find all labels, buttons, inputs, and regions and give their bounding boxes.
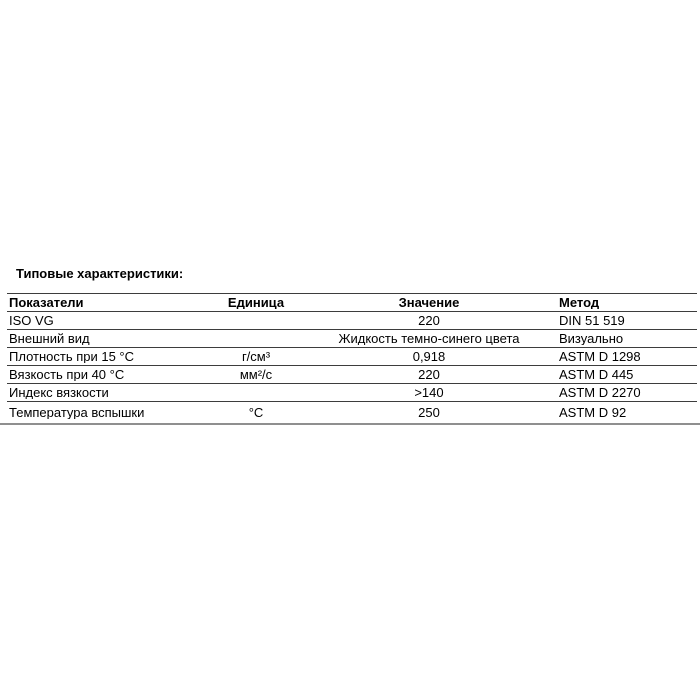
section-title: Типовые характеристики:	[16, 266, 184, 281]
section-divider-line	[0, 423, 700, 425]
indicator-cell: Температура вспышки	[9, 406, 145, 419]
indicator-cell: Индекс вязкости	[9, 386, 109, 399]
value-cell: 220	[418, 368, 440, 381]
column-header-method: Метод	[559, 296, 600, 309]
table-row	[7, 347, 697, 365]
value-cell: Жидкость темно-синего цвета	[338, 332, 520, 345]
indicator-cell: Плотность при 15 °C	[9, 350, 135, 363]
method-cell: ASTM D 1298	[559, 350, 641, 363]
column-header-value: Значение	[398, 296, 460, 309]
method-cell: DIN 51 519	[559, 314, 625, 327]
value-cell: 0,918	[412, 350, 446, 363]
indicator-cell: Внешний вид	[9, 332, 90, 345]
method-cell: ASTM D 445	[559, 368, 634, 381]
method-cell: ASTM D 2270	[559, 386, 641, 399]
indicator-cell: ISO VG	[9, 314, 54, 327]
method-cell: Визуально	[559, 332, 624, 345]
table-header-row	[7, 293, 697, 311]
table-row	[7, 311, 697, 329]
unit-cell: мм²/с	[239, 368, 273, 381]
table-row	[7, 383, 697, 401]
unit-cell: г/см³	[241, 350, 271, 363]
value-cell: 250	[418, 406, 440, 419]
unit-cell: °C	[248, 406, 264, 419]
table-row	[7, 329, 697, 347]
value-cell: 220	[418, 314, 440, 327]
indicator-cell: Вязкость при 40 °C	[9, 368, 125, 381]
value-cell: >140	[414, 386, 444, 399]
method-cell: ASTM D 92	[559, 406, 627, 419]
column-header-unit: Единица	[227, 296, 285, 309]
table-row	[7, 365, 697, 383]
column-header-indicators: Показатели	[9, 296, 84, 309]
table-row	[7, 401, 697, 423]
characteristics-table	[7, 293, 697, 423]
